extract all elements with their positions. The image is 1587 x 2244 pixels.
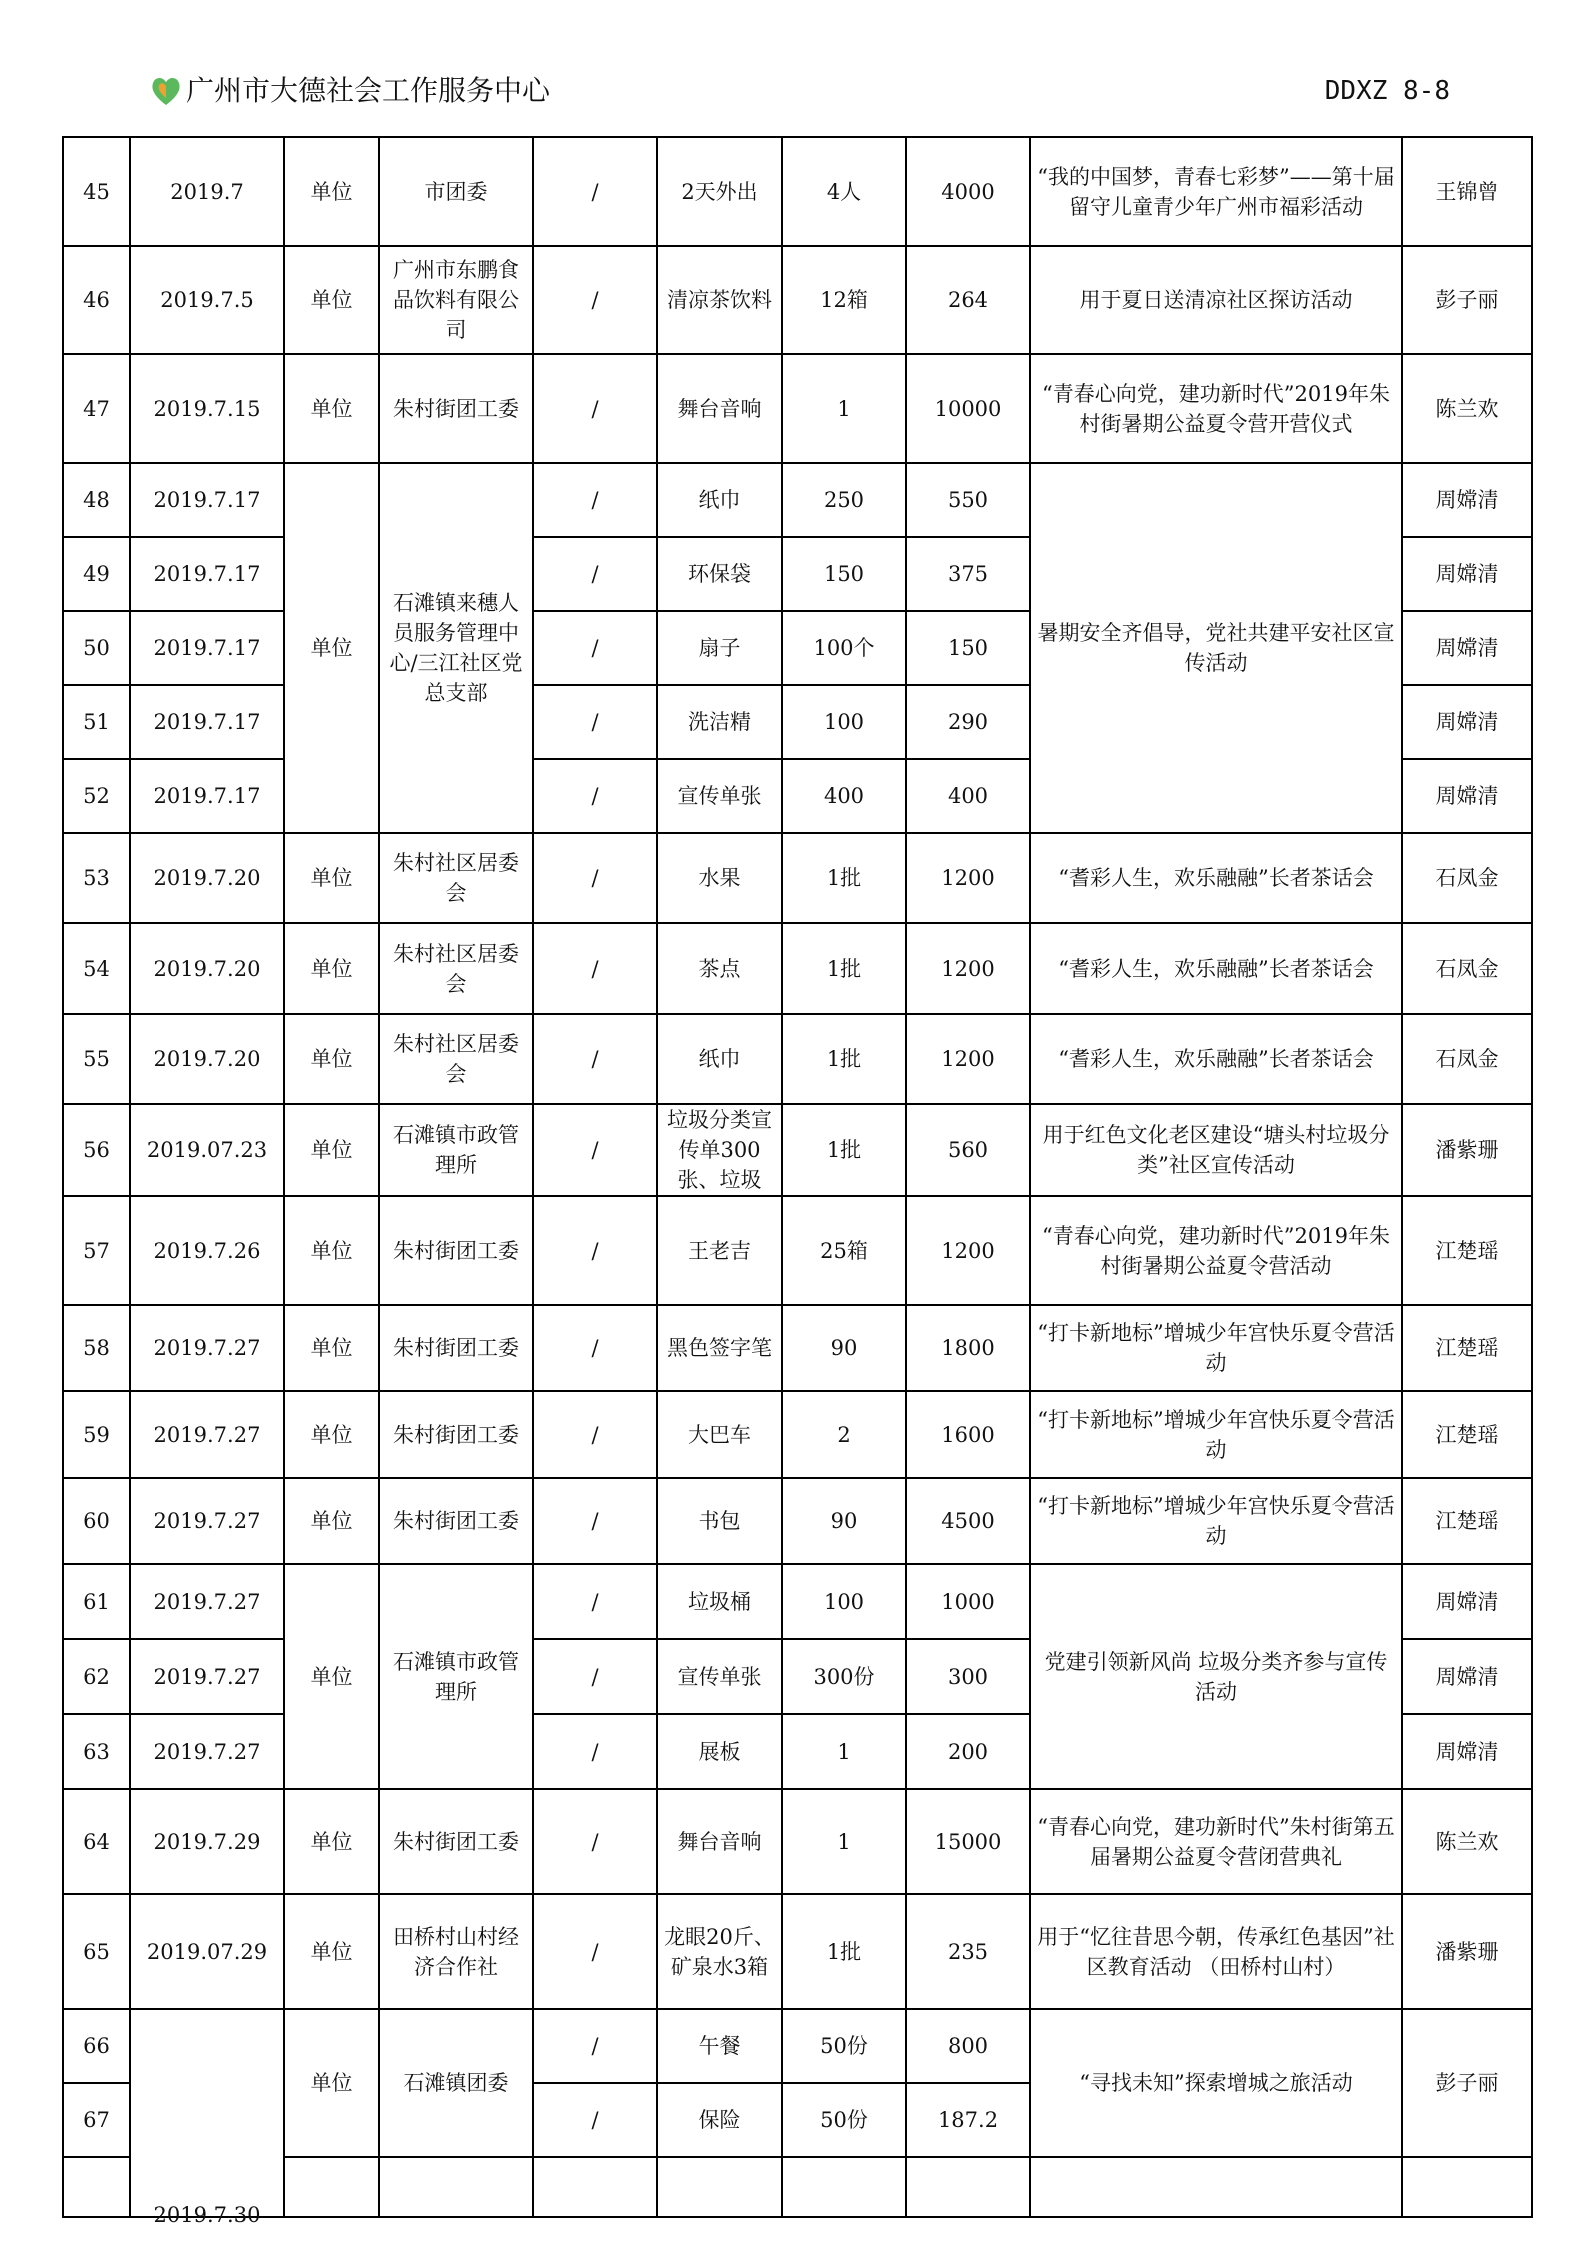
row-slash: / xyxy=(533,611,657,685)
row-purpose: “我的中国梦，青春七彩梦”——第十届留守儿童青少年广州市福彩活动 xyxy=(1030,137,1402,246)
table-cell xyxy=(1402,2157,1532,2217)
row-quantity: 150 xyxy=(782,537,906,611)
row-donor: 朱村街团工委 xyxy=(379,1478,533,1564)
row-person: 江楚瑶 xyxy=(1402,1305,1532,1391)
row-slash: / xyxy=(533,1305,657,1391)
table-row xyxy=(63,1564,1532,1639)
row-number: 55 xyxy=(63,1014,130,1104)
table-row xyxy=(63,1014,1532,1104)
row-quantity: 1批 xyxy=(782,923,906,1014)
row-slash: / xyxy=(533,685,657,759)
row-item: 清凉茶饮料 xyxy=(657,246,782,354)
row-quantity: 1 xyxy=(782,1714,906,1789)
row-type: 单位 xyxy=(284,137,379,246)
row-amount: 1200 xyxy=(906,1014,1030,1104)
table-row xyxy=(63,1894,1532,2009)
row-slash: / xyxy=(533,1639,657,1714)
row-quantity: 100个 xyxy=(782,611,906,685)
row-type: 单位 xyxy=(284,1478,379,1564)
table-row xyxy=(63,2009,1532,2083)
row-quantity: 1批 xyxy=(782,1014,906,1104)
row-date: 2019.7 xyxy=(130,137,284,246)
row-date: 2019.07.29 xyxy=(130,1894,284,2009)
row-person: 彭子丽 xyxy=(1402,246,1532,354)
row-number: 60 xyxy=(63,1478,130,1564)
row-type: 单位 xyxy=(284,463,379,833)
row-person: 陈兰欢 xyxy=(1402,354,1532,463)
row-number: 50 xyxy=(63,611,130,685)
row-person: 周嫦清 xyxy=(1402,685,1532,759)
row-quantity: 12箱 xyxy=(782,246,906,354)
table-row xyxy=(63,2157,1532,2217)
row-donor: 朱村社区居委会 xyxy=(379,1014,533,1104)
row-type: 单位 xyxy=(284,2009,379,2157)
row-amount: 10000 xyxy=(906,354,1030,463)
table-cell xyxy=(782,2157,906,2217)
row-slash: / xyxy=(533,1564,657,1639)
row-quantity: 50份 xyxy=(782,2083,906,2157)
row-amount: 264 xyxy=(906,246,1030,354)
row-amount: 400 xyxy=(906,759,1030,833)
row-purpose: “寻找未知”探索增城之旅活动 xyxy=(1030,2009,1402,2157)
row-amount: 150 xyxy=(906,611,1030,685)
row-number: 61 xyxy=(63,1564,130,1639)
row-item: 垃圾分类宣传单300张、垃圾 xyxy=(657,1104,782,1196)
row-purpose: “青春心向党，建功新时代”2019年朱村街暑期公益夏令营活动 xyxy=(1030,1196,1402,1305)
row-number: 53 xyxy=(63,833,130,923)
row-person: 周嫦清 xyxy=(1402,1639,1532,1714)
row-number: 46 xyxy=(63,246,130,354)
row-quantity: 4人 xyxy=(782,137,906,246)
row-quantity: 1批 xyxy=(782,833,906,923)
row-type: 单位 xyxy=(284,1391,379,1478)
row-amount: 800 xyxy=(906,2009,1030,2083)
row-item: 舞台音响 xyxy=(657,1789,782,1894)
row-number: 54 xyxy=(63,923,130,1014)
row-amount: 375 xyxy=(906,537,1030,611)
row-item: 垃圾桶 xyxy=(657,1564,782,1639)
table-cell xyxy=(906,2157,1030,2217)
row-purpose: 用于夏日送清凉社区探访活动 xyxy=(1030,246,1402,354)
row-donor: 朱村街团工委 xyxy=(379,1789,533,1894)
table-row xyxy=(63,1391,1532,1478)
row-amount: 4500 xyxy=(906,1478,1030,1564)
row-number: 49 xyxy=(63,537,130,611)
row-slash: / xyxy=(533,354,657,463)
row-person: 周嫦清 xyxy=(1402,537,1532,611)
row-number: 51 xyxy=(63,685,130,759)
row-donor: 石滩镇团委 xyxy=(379,2009,533,2157)
row-quantity: 50份 xyxy=(782,2009,906,2083)
row-type: 单位 xyxy=(284,1104,379,1196)
row-donor: 广州市东鹏食品饮料有限公司 xyxy=(379,246,533,354)
row-type: 单位 xyxy=(284,833,379,923)
row-date: 2019.7.20 xyxy=(130,1014,284,1104)
row-person: 江楚瑶 xyxy=(1402,1478,1532,1564)
row-person: 周嫦清 xyxy=(1402,611,1532,685)
row-purpose: “青春心向党，建功新时代”2019年朱村街暑期公益夏令营开营仪式 xyxy=(1030,354,1402,463)
row-date: 2019.7.15 xyxy=(130,354,284,463)
table-cell xyxy=(657,2157,782,2217)
row-amount: 290 xyxy=(906,685,1030,759)
row-purpose: “打卡新地标”增城少年宫快乐夏令营活动 xyxy=(1030,1305,1402,1391)
row-date: 2019.7.20 xyxy=(130,833,284,923)
row-date: 2019.7.27 xyxy=(130,1305,284,1391)
table-row xyxy=(63,1305,1532,1391)
row-date: 2019.7.27 xyxy=(130,1564,284,1639)
row-item: 展板 xyxy=(657,1714,782,1789)
row-number: 48 xyxy=(63,463,130,537)
row-date: 2019.7.27 xyxy=(130,1639,284,1714)
row-slash: / xyxy=(533,537,657,611)
row-type: 单位 xyxy=(284,1894,379,2009)
row-item: 舞台音响 xyxy=(657,354,782,463)
row-type: 单位 xyxy=(284,354,379,463)
row-purpose: “耆彩人生，欢乐融融”长者茶话会 xyxy=(1030,833,1402,923)
row-person: 周嫦清 xyxy=(1402,1714,1532,1789)
row-number: 58 xyxy=(63,1305,130,1391)
row-type: 单位 xyxy=(284,1789,379,1894)
row-amount: 560 xyxy=(906,1104,1030,1196)
row-amount: 1200 xyxy=(906,1196,1030,1305)
row-slash: / xyxy=(533,833,657,923)
row-quantity: 100 xyxy=(782,685,906,759)
row-quantity: 25箱 xyxy=(782,1196,906,1305)
row-slash: / xyxy=(533,1714,657,1789)
row-amount: 235 xyxy=(906,1894,1030,2009)
table-row xyxy=(63,1196,1532,1305)
row-number: 45 xyxy=(63,137,130,246)
row-person: 石凤金 xyxy=(1402,1014,1532,1104)
row-number: 62 xyxy=(63,1639,130,1714)
row-donor: 朱村街团工委 xyxy=(379,1196,533,1305)
row-number: 52 xyxy=(63,759,130,833)
row-person: 石凤金 xyxy=(1402,923,1532,1014)
row-item: 宣传单张 xyxy=(657,1639,782,1714)
row-slash: / xyxy=(533,463,657,537)
row-item: 洗洁精 xyxy=(657,685,782,759)
row-slash: / xyxy=(533,1894,657,2009)
row-number: 64 xyxy=(63,1789,130,1894)
table-row xyxy=(63,137,1532,246)
row-item: 书包 xyxy=(657,1478,782,1564)
row-slash: / xyxy=(533,1789,657,1894)
row-item: 宣传单张 xyxy=(657,759,782,833)
row-date-text: 2019.7.30 xyxy=(153,2203,261,2227)
table-row xyxy=(63,1789,1532,1894)
row-item: 大巴车 xyxy=(657,1391,782,1478)
row-amount: 1200 xyxy=(906,833,1030,923)
row-slash: / xyxy=(533,2009,657,2083)
row-amount: 1200 xyxy=(906,923,1030,1014)
row-number: 66 xyxy=(63,2009,130,2083)
row-amount: 300 xyxy=(906,1639,1030,1714)
row-item: 环保袋 xyxy=(657,537,782,611)
row-slash: / xyxy=(533,923,657,1014)
row-item: 午餐 xyxy=(657,2009,782,2083)
row-item: 2天外出 xyxy=(657,137,782,246)
row-type: 单位 xyxy=(284,1564,379,1789)
table-cell xyxy=(63,2157,130,2217)
row-quantity: 90 xyxy=(782,1305,906,1391)
row-purpose: “打卡新地标”增城少年宫快乐夏令营活动 xyxy=(1030,1391,1402,1478)
row-person: 陈兰欢 xyxy=(1402,1789,1532,1894)
row-slash: / xyxy=(533,137,657,246)
row-person: 江楚瑶 xyxy=(1402,1391,1532,1478)
row-person: 周嫦清 xyxy=(1402,1564,1532,1639)
row-amount: 1800 xyxy=(906,1305,1030,1391)
row-amount: 15000 xyxy=(906,1789,1030,1894)
row-quantity: 400 xyxy=(782,759,906,833)
row-slash: / xyxy=(533,1014,657,1104)
row-number: 67 xyxy=(63,2083,130,2157)
heart-logo-icon xyxy=(150,74,182,108)
row-donor: 石滩镇市政管理所 xyxy=(379,1104,533,1196)
row-donor: 朱村社区居委会 xyxy=(379,923,533,1014)
donation-table xyxy=(62,136,1533,2227)
row-donor: 石滩镇市政管理所 xyxy=(379,1564,533,1789)
row-date: 2019.7.17 xyxy=(130,463,284,537)
table-row xyxy=(63,246,1532,354)
row-date: 2019.7.17 xyxy=(130,611,284,685)
row-type: 单位 xyxy=(284,1196,379,1305)
row-person: 王锦曾 xyxy=(1402,137,1532,246)
row-type: 单位 xyxy=(284,246,379,354)
row-quantity: 2 xyxy=(782,1391,906,1478)
row-number: 65 xyxy=(63,1894,130,2009)
table-row xyxy=(63,463,1532,537)
row-quantity: 1批 xyxy=(782,1894,906,2009)
table-cell xyxy=(533,2157,657,2217)
row-date: 2019.7.17 xyxy=(130,537,284,611)
row-purpose: “青春心向党，建功新时代”朱村街第五届暑期公益夏令营闭营典礼 xyxy=(1030,1789,1402,1894)
row-date: 2019.7.27 xyxy=(130,1714,284,1789)
row-quantity: 1 xyxy=(782,1789,906,1894)
row-amount: 1600 xyxy=(906,1391,1030,1478)
org-name: 广州市大德社会工作服务中心 xyxy=(186,74,551,107)
row-person: 周嫦清 xyxy=(1402,463,1532,537)
table-row xyxy=(63,1104,1532,1196)
row-date: 2019.7.26 xyxy=(130,1196,284,1305)
row-item: 黑色签字笔 xyxy=(657,1305,782,1391)
donation-table-wrapper xyxy=(62,136,1531,2227)
row-quantity: 100 xyxy=(782,1564,906,1639)
row-date: 2019.7.27 xyxy=(130,1478,284,1564)
row-item: 纸巾 xyxy=(657,463,782,537)
row-item: 纸巾 xyxy=(657,1014,782,1104)
row-person: 潘紫珊 xyxy=(1402,1894,1532,2009)
row-person: 潘紫珊 xyxy=(1402,1104,1532,1196)
row-date: 2019.7.27 xyxy=(130,1391,284,1478)
table-row xyxy=(63,1478,1532,1564)
page-header xyxy=(150,72,1450,112)
row-number: 59 xyxy=(63,1391,130,1478)
table-cell xyxy=(284,2157,379,2217)
row-slash: / xyxy=(533,1196,657,1305)
row-donor: 市团委 xyxy=(379,137,533,246)
row-donor: 朱村街团工委 xyxy=(379,1305,533,1391)
row-amount: 550 xyxy=(906,463,1030,537)
row-donor: 朱村街团工委 xyxy=(379,1391,533,1478)
row-person: 周嫦清 xyxy=(1402,759,1532,833)
row-quantity: 90 xyxy=(782,1478,906,1564)
row-purpose: 党建引领新风尚 垃圾分类齐参与宣传活动 xyxy=(1030,1564,1402,1789)
table-row xyxy=(63,833,1532,923)
row-slash: / xyxy=(533,759,657,833)
doc-code: DDXZ 8-8 xyxy=(1324,76,1450,106)
row-number: 47 xyxy=(63,354,130,463)
row-donor: 朱村街团工委 xyxy=(379,354,533,463)
row-date: 2019.7.20 xyxy=(130,923,284,1014)
row-purpose: “耆彩人生，欢乐融融”长者茶话会 xyxy=(1030,923,1402,1014)
row-slash: / xyxy=(533,1104,657,1196)
row-date xyxy=(130,2009,284,2227)
row-item: 茶点 xyxy=(657,923,782,1014)
table-cell xyxy=(379,2157,533,2217)
row-person: 彭子丽 xyxy=(1402,2009,1532,2157)
row-item: 保险 xyxy=(657,2083,782,2157)
row-donor: 朱村社区居委会 xyxy=(379,833,533,923)
row-slash: / xyxy=(533,2083,657,2157)
table-cell xyxy=(1030,2157,1402,2217)
row-type: 单位 xyxy=(284,1014,379,1104)
row-date: 2019.7.29 xyxy=(130,1789,284,1894)
row-slash: / xyxy=(533,246,657,354)
row-donor: 石滩镇来穗人员服务管理中心/三江社区党总支部 xyxy=(379,463,533,833)
row-purpose: 暑期安全齐倡导，党社共建平安社区宣传活动 xyxy=(1030,463,1402,833)
row-date: 2019.07.23 xyxy=(130,1104,284,1196)
row-number: 56 xyxy=(63,1104,130,1196)
row-item: 王老吉 xyxy=(657,1196,782,1305)
row-date: 2019.7.17 xyxy=(130,685,284,759)
row-person: 石凤金 xyxy=(1402,833,1532,923)
row-item: 龙眼20斤、矿泉水3箱 xyxy=(657,1894,782,2009)
row-number: 57 xyxy=(63,1196,130,1305)
row-quantity: 250 xyxy=(782,463,906,537)
row-slash: / xyxy=(533,1478,657,1564)
row-quantity: 1批 xyxy=(782,1104,906,1196)
row-quantity: 1 xyxy=(782,354,906,463)
row-item: 水果 xyxy=(657,833,782,923)
row-type: 单位 xyxy=(284,1305,379,1391)
row-purpose: “打卡新地标”增城少年宫快乐夏令营活动 xyxy=(1030,1478,1402,1564)
row-purpose: 用于“忆往昔思今朝，传承红色基因”社区教育活动 （田桥村山村） xyxy=(1030,1894,1402,2009)
row-amount: 187.2 xyxy=(906,2083,1030,2157)
row-date: 2019.7.5 xyxy=(130,246,284,354)
row-slash: / xyxy=(533,1391,657,1478)
row-number: 63 xyxy=(63,1714,130,1789)
row-donor: 田桥村山村经济合作社 xyxy=(379,1894,533,2009)
row-quantity: 300份 xyxy=(782,1639,906,1714)
table-row xyxy=(63,354,1532,463)
row-person: 江楚瑶 xyxy=(1402,1196,1532,1305)
row-amount: 200 xyxy=(906,1714,1030,1789)
row-type: 单位 xyxy=(284,923,379,1014)
row-date: 2019.7.17 xyxy=(130,759,284,833)
row-purpose: “耆彩人生，欢乐融融”长者茶话会 xyxy=(1030,1014,1402,1104)
row-amount: 4000 xyxy=(906,137,1030,246)
row-item: 扇子 xyxy=(657,611,782,685)
row-amount: 1000 xyxy=(906,1564,1030,1639)
table-row xyxy=(63,923,1532,1014)
row-purpose: 用于红色文化老区建设“塘头村垃圾分类”社区宣传活动 xyxy=(1030,1104,1402,1196)
